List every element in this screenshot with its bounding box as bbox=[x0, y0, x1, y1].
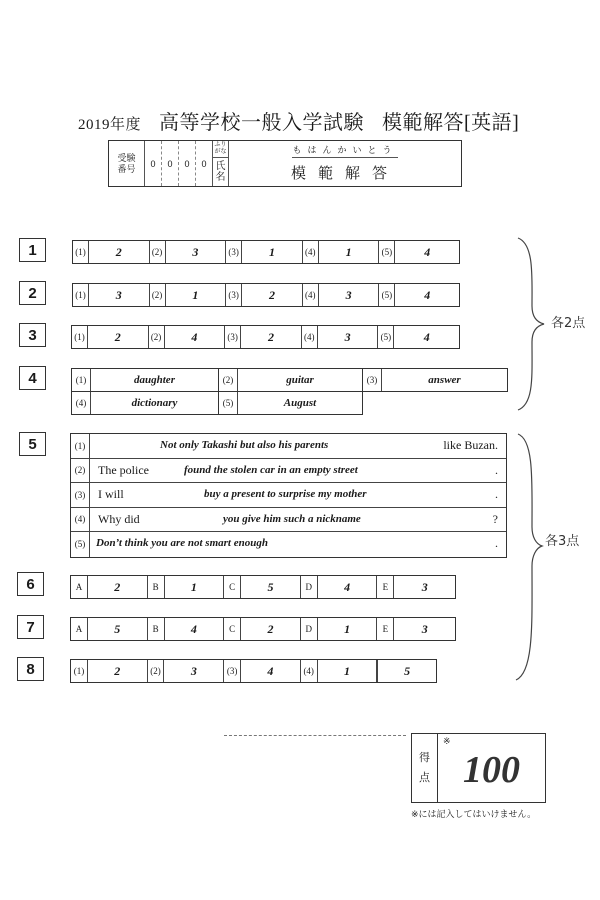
item-label: (4) bbox=[301, 660, 318, 682]
sentence-suffix: like Buzan. bbox=[443, 438, 498, 452]
name-values bbox=[229, 141, 461, 186]
exam-number-digit: 0 bbox=[162, 141, 179, 186]
answer-value: 3 bbox=[421, 579, 428, 594]
item-label: (1) bbox=[72, 369, 91, 391]
question-number-8: 8 bbox=[17, 657, 44, 681]
exam-number-digit: 0 bbox=[179, 141, 196, 186]
sentence-suffix: . bbox=[495, 462, 498, 477]
answer-value: 5 bbox=[377, 660, 436, 682]
item-label: (4) bbox=[303, 241, 319, 263]
score-label-line2: 点 bbox=[419, 772, 430, 784]
answer-row bbox=[71, 434, 506, 459]
answer-value: 5 bbox=[241, 576, 301, 598]
item-label: B bbox=[148, 618, 165, 640]
answer-value: 4 bbox=[424, 287, 431, 302]
answer-row bbox=[71, 508, 506, 533]
item-label: (1) bbox=[73, 241, 89, 263]
answer-row-q2 bbox=[72, 283, 460, 307]
name-label bbox=[213, 158, 228, 186]
item-label: (4) bbox=[302, 326, 318, 348]
answer-value: 2 bbox=[241, 618, 301, 640]
item-label: E bbox=[377, 576, 394, 598]
answer-cell bbox=[71, 368, 219, 392]
item-label: (2) bbox=[71, 459, 90, 483]
answer-value: 3 bbox=[166, 241, 227, 263]
item-label: (4) bbox=[303, 284, 319, 306]
answer-value: answer bbox=[428, 374, 461, 386]
name-label-line2: 名 bbox=[215, 172, 226, 183]
answer-value: 1 bbox=[319, 241, 380, 263]
answer-row-q3 bbox=[71, 325, 460, 349]
question-number-4: 4 bbox=[19, 366, 46, 390]
answer-value: 3 bbox=[421, 621, 428, 636]
item-label: (3) bbox=[226, 241, 242, 263]
answer-cell bbox=[362, 368, 508, 392]
sentence-prefix: I will bbox=[98, 487, 124, 501]
answer-value: 2 bbox=[242, 284, 303, 306]
exam-number-label bbox=[109, 141, 145, 186]
item-label: (3) bbox=[71, 483, 90, 507]
item-label: (3) bbox=[363, 369, 382, 391]
score-note: ※には記入してはいけません。 bbox=[411, 810, 537, 820]
answer-value: 4 bbox=[165, 326, 226, 348]
item-label: (3) bbox=[225, 326, 241, 348]
answer-value: guitar bbox=[286, 374, 314, 386]
item-label: (5) bbox=[379, 241, 395, 263]
answer-value: 3 bbox=[319, 284, 380, 306]
item-label: (1) bbox=[71, 434, 90, 458]
score-value-cell bbox=[438, 734, 545, 802]
question-number-7: 7 bbox=[17, 615, 44, 639]
answer-row-q7 bbox=[70, 617, 456, 641]
item-label: (2) bbox=[219, 369, 238, 391]
exam-number-label-line2: 番号 bbox=[117, 163, 136, 174]
exam-title: 高等学校一般入学試験 bbox=[159, 112, 365, 134]
item-label: (3) bbox=[224, 660, 241, 682]
item-label: (1) bbox=[73, 284, 89, 306]
furigana-value: もはんかいとう bbox=[292, 141, 397, 158]
answer-value: 4 bbox=[318, 576, 378, 598]
answer-row bbox=[71, 532, 506, 557]
score-box bbox=[411, 733, 546, 803]
item-label: (2) bbox=[150, 241, 166, 263]
item-label: (5) bbox=[71, 532, 90, 557]
exam-year: 2019年度 bbox=[78, 117, 142, 133]
item-label: (2) bbox=[150, 284, 166, 306]
item-label: E bbox=[377, 618, 394, 640]
answer-row bbox=[71, 483, 506, 508]
answer-value: 3 bbox=[164, 660, 224, 682]
sentence-suffix: . bbox=[495, 536, 498, 550]
item-label: (4) bbox=[72, 392, 91, 414]
answer-value: 1 bbox=[318, 618, 378, 640]
answer-cell bbox=[218, 368, 363, 392]
answer-value: 2 bbox=[88, 576, 148, 598]
answer-value: daughter bbox=[134, 374, 175, 386]
exam-number-digit: 0 bbox=[145, 141, 162, 186]
answer-value: August bbox=[283, 397, 317, 409]
answer-value: found the stolen car in an empty street bbox=[184, 463, 358, 476]
answer-value: 1 bbox=[242, 241, 303, 263]
sentence-suffix: . bbox=[495, 487, 498, 501]
item-label: C bbox=[224, 618, 241, 640]
answer-value: 3 bbox=[89, 284, 150, 306]
item-label: (5) bbox=[378, 326, 394, 348]
item-label: (1) bbox=[72, 326, 88, 348]
brace-q1-q4 bbox=[512, 236, 552, 412]
sentence-prefix: Why did bbox=[98, 511, 140, 526]
answer-table-q5 bbox=[70, 433, 507, 558]
answer-value: 4 bbox=[165, 618, 225, 640]
answer-value: 4 bbox=[241, 660, 301, 682]
furigana-label-line2: がな bbox=[214, 149, 227, 155]
item-label: B bbox=[148, 576, 165, 598]
name-labels bbox=[213, 141, 229, 186]
answer-row-q6 bbox=[70, 575, 456, 599]
item-label: (3) bbox=[226, 284, 242, 306]
score-label-line1: 得 bbox=[419, 752, 430, 764]
points-note-2: 各2点 bbox=[551, 316, 586, 331]
item-label: D bbox=[301, 576, 318, 598]
furigana-label bbox=[213, 141, 228, 158]
answer-value: you give him such a nickname bbox=[223, 512, 361, 525]
question-number-1: 1 bbox=[19, 238, 46, 262]
answer-value: Don’t think you are not smart enough bbox=[96, 537, 268, 549]
answer-value: 2 bbox=[88, 326, 149, 348]
points-note-3: 各3点 bbox=[545, 534, 580, 549]
answer-value: 3 bbox=[318, 326, 379, 348]
exam-number-label-line1: 受験 bbox=[117, 152, 136, 163]
divider-line bbox=[224, 735, 406, 736]
item-label: (1) bbox=[71, 660, 88, 682]
answer-value: dictionary bbox=[131, 397, 178, 409]
page-title bbox=[78, 106, 519, 135]
answer-value: 1 bbox=[166, 284, 227, 306]
reference-mark: ※ bbox=[443, 736, 451, 746]
score-value: 100 bbox=[463, 749, 520, 791]
answer-value: 2 bbox=[88, 660, 148, 682]
exam-number-digit: 0 bbox=[196, 141, 213, 186]
answer-value: 2 bbox=[89, 241, 150, 263]
answer-cell bbox=[71, 391, 219, 415]
score-label bbox=[412, 734, 438, 802]
item-label: D bbox=[301, 618, 318, 640]
question-number-6: 6 bbox=[17, 572, 44, 596]
item-label: A bbox=[71, 618, 88, 640]
answer-grid-q4 bbox=[71, 368, 508, 416]
name-value: 模範解答 bbox=[290, 165, 399, 182]
item-label: A bbox=[71, 576, 88, 598]
answer-value: 4 bbox=[424, 244, 431, 259]
furigana-label-line1: ふり bbox=[214, 142, 227, 148]
answer-value: 4 bbox=[423, 329, 430, 344]
item-label: (2) bbox=[148, 660, 165, 682]
name-label-line1: 氏 bbox=[215, 161, 226, 172]
sentence-prefix: The police bbox=[98, 462, 149, 477]
answer-cell bbox=[218, 391, 363, 415]
item-label: (2) bbox=[149, 326, 165, 348]
answer-row-q8 bbox=[70, 659, 437, 683]
answer-value: 5 bbox=[88, 618, 148, 640]
item-label: (5) bbox=[379, 284, 395, 306]
answer-value: buy a present to surprise my mother bbox=[204, 488, 367, 500]
answer-row-q1 bbox=[72, 240, 460, 264]
question-number-2: 2 bbox=[19, 281, 46, 305]
item-label: (5) bbox=[219, 392, 238, 414]
exam-subtitle: 模範解答[英語] bbox=[382, 112, 520, 134]
answer-value: 2 bbox=[241, 326, 302, 348]
answer-row bbox=[71, 459, 506, 484]
answer-value: 1 bbox=[165, 576, 225, 598]
answer-value: Not only Takashi but also his parents bbox=[160, 439, 329, 451]
question-number-5: 5 bbox=[19, 432, 46, 456]
question-number-3: 3 bbox=[19, 323, 46, 347]
brace-q5-q8 bbox=[512, 432, 552, 682]
item-label: (4) bbox=[71, 508, 90, 532]
answer-value: 1 bbox=[318, 660, 378, 682]
item-label: C bbox=[224, 576, 241, 598]
examinee-info-table bbox=[108, 140, 462, 187]
sentence-suffix: ? bbox=[492, 511, 498, 526]
